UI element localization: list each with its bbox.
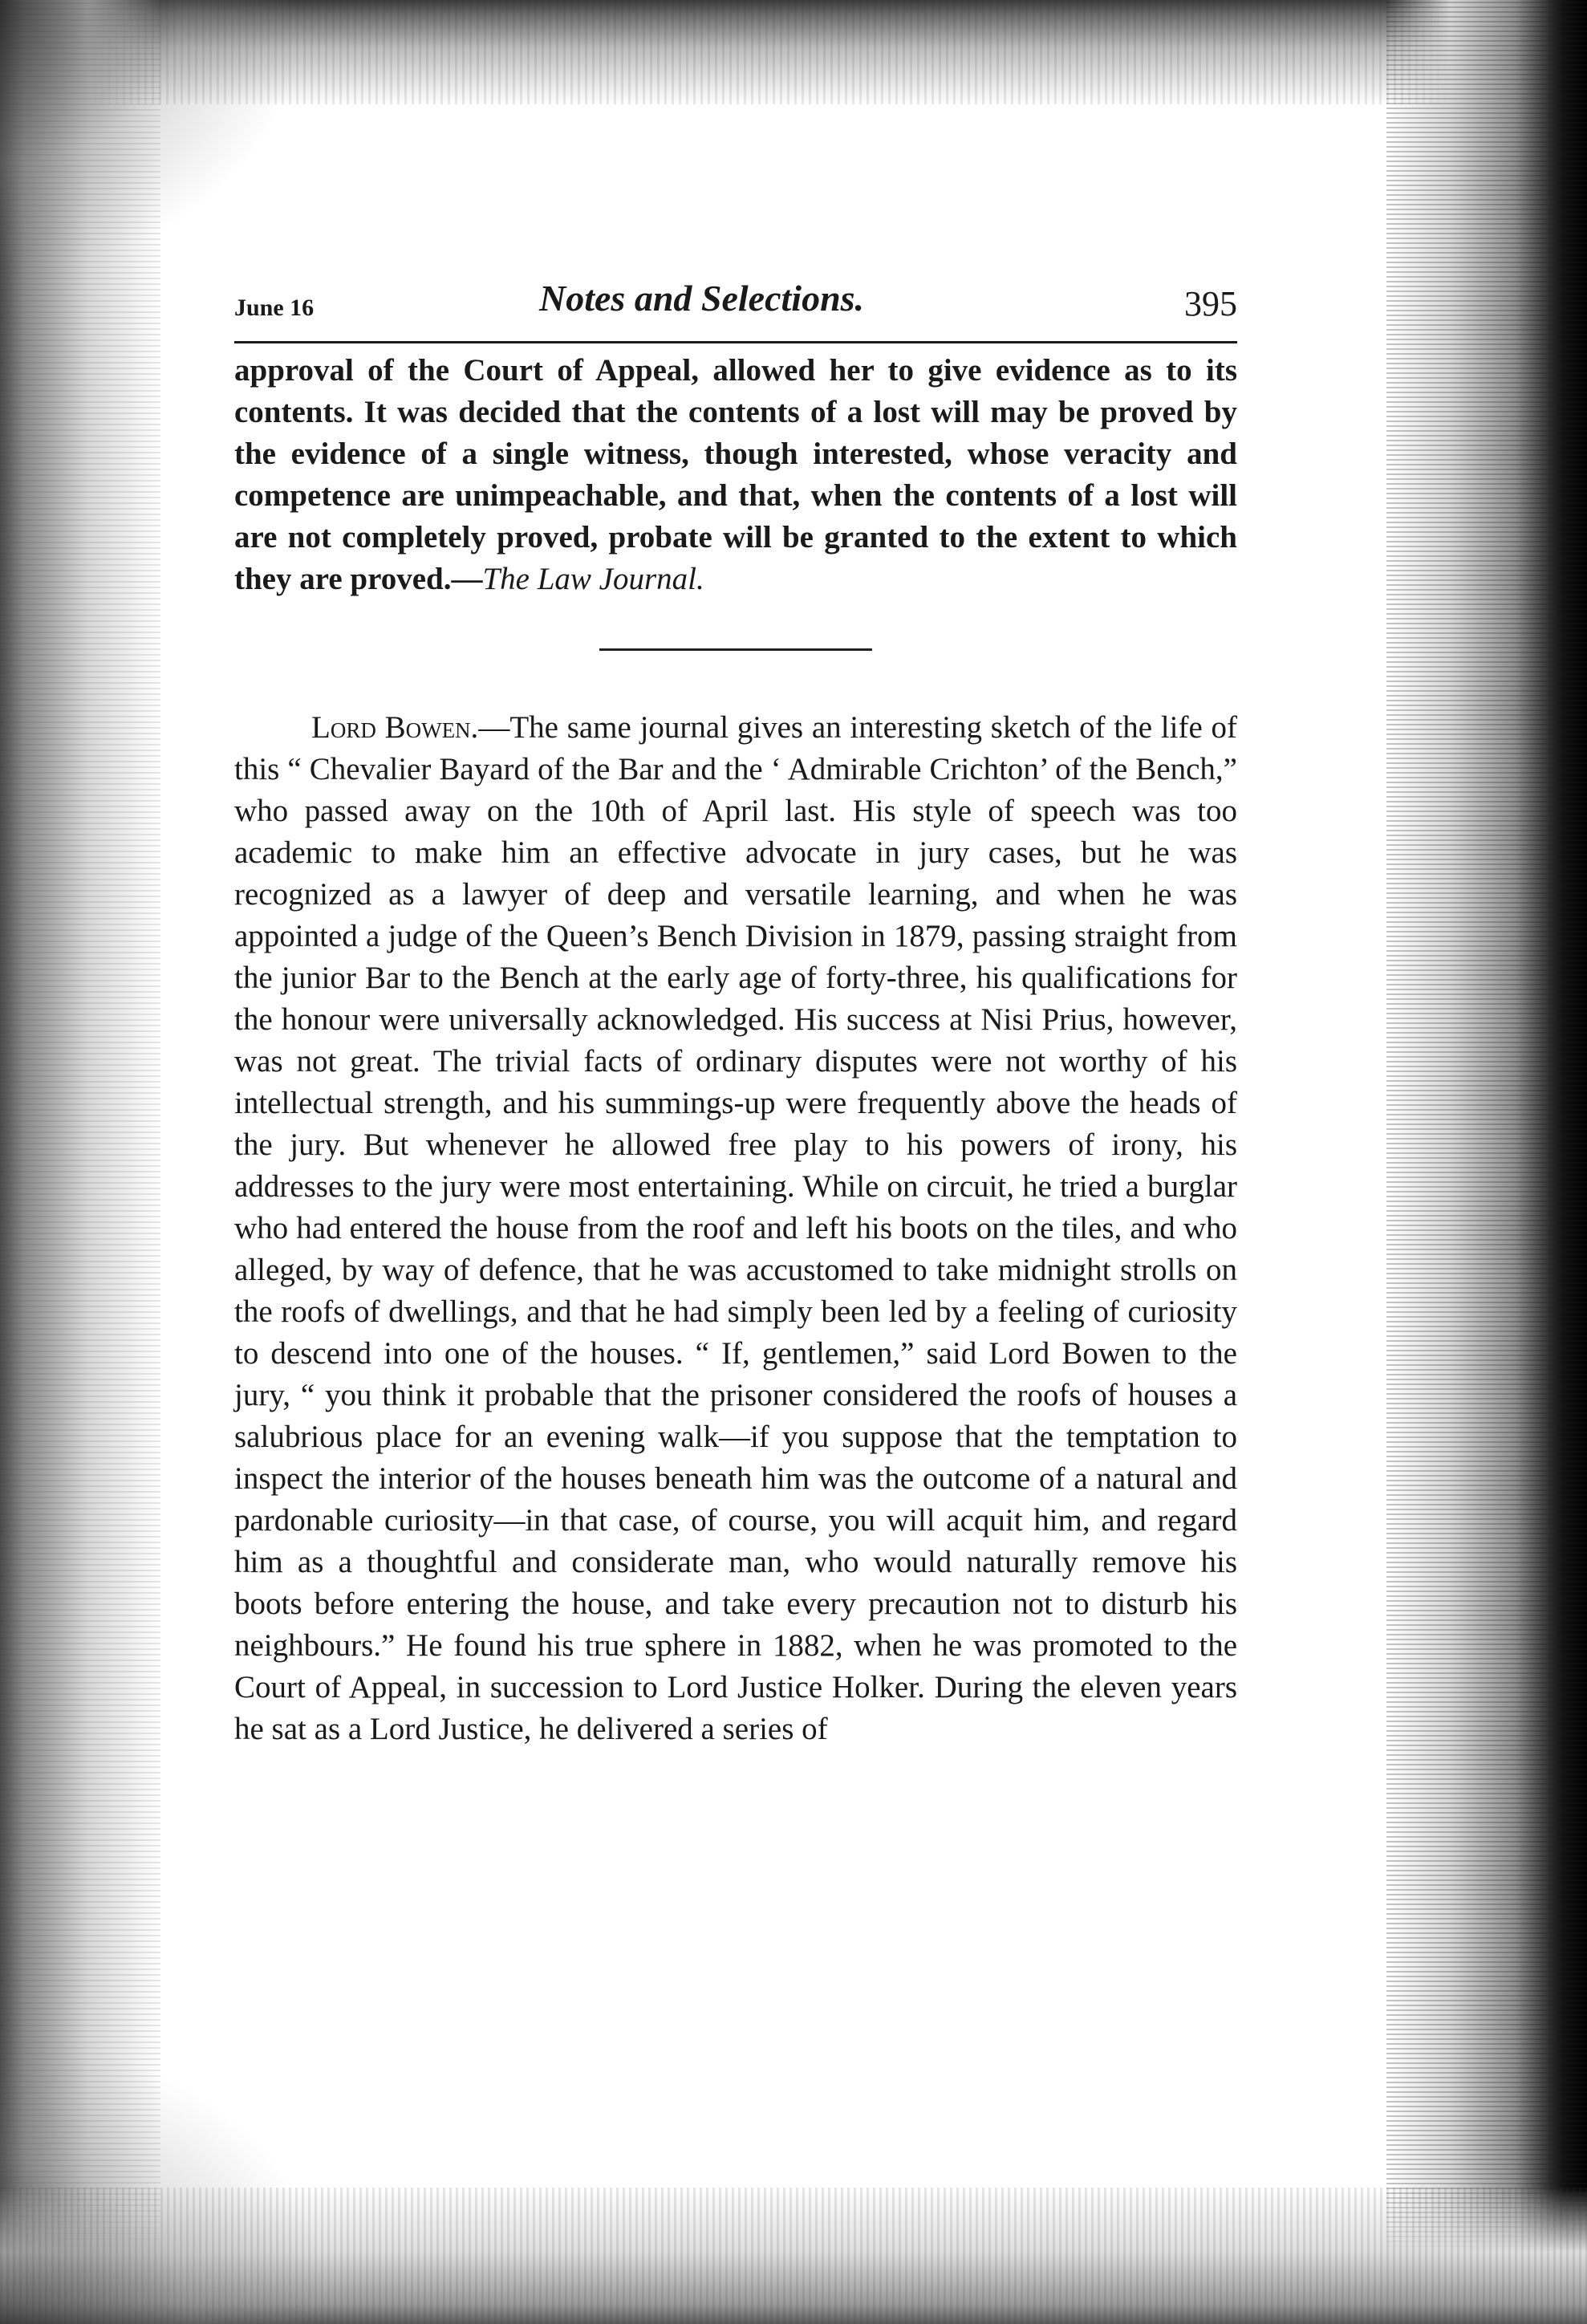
scan-shadow-right-binding [1386, 0, 1587, 2324]
continued-paragraph [234, 350, 1237, 600]
page-number: 395 [1184, 284, 1237, 323]
running-head [234, 277, 1237, 343]
text-column [234, 277, 1237, 1750]
source-citation: The Law Journal. [482, 562, 704, 596]
running-head-date: June 16 [234, 295, 315, 321]
running-head-title: Notes and Selections. [539, 278, 865, 319]
continued-paragraph-text: approval of the Court of Appeal, allowed her to give evidence as to its contents. It was decided that the contents of a lost will may be proved by the evidence of a single witness, though interested, whose veracity and competence are unimpeachable, and that, when the contents of a lost will are not completely proved, probate will be granted to the extent to which they are proved.— [234, 353, 1237, 596]
scan-corner-bottom-left [0, 2035, 337, 2324]
paragraph-heading: Lord Bowen. [311, 710, 479, 745]
scan-shadow-left [0, 0, 160, 2324]
paragraph-body: —The same journal gives an interesting sketch of the life of this “ Chevalier Bayard of the Bar and the ‘ Admirable Crichton’ of the Bench,” who passed away on the 10th of April last. His style of speech was too academic to make him an effective advocate in jury cases, but he was recognized as a lawyer of deep and versatile learning, and when he was appointed a judge of the Queen’s Bench Division in 1879, passing straight from the junior Bar to the Bench at the early age of forty-three, his qualifications for the honour were universally acknowledged. His success at Nisi Prius, however, was not great. The trivial facts of ordinary disputes were not worthy of his intellectual strength, and his summings-up were frequently above the heads of the jury. But whenever he allowed free play to his powers of irony, his addresses to the jury were most entertaining. While on circuit, he tried a burglar who had entered the house from the roof and left his boots on the tiles, and who alleged, by way of defence, that he was accustomed to take midnight strolls on the roofs of dwellings, and that he had simply been led by a feeling of curiosity to descend into one of the houses. “ If, gentlemen,” said Lord Bowen to the jury, “ you think it probable that the prisoner considered the roofs of houses a salubrious place for an evening walk—if you suppose that the temptation to inspect the interior of the houses beneath him was the outcome of a natural and pardonable curiosity—in that case, of course, you will acquit him, and regard him as a thoughtful and considerate man, who would naturally remove his boots before entering the house, and take every precaution not to disturb his neighbours.” He found his true sphere in 1882, when he was promoted to the Court of Appeal, in succession to Lord Justice Holker. During the eleven years he sat as a Lord Justice, he delivered a series of [234, 710, 1237, 1746]
lord-bowen-paragraph [234, 707, 1237, 1750]
scan-corner-top-left [0, 0, 289, 257]
section-divider [599, 648, 872, 651]
